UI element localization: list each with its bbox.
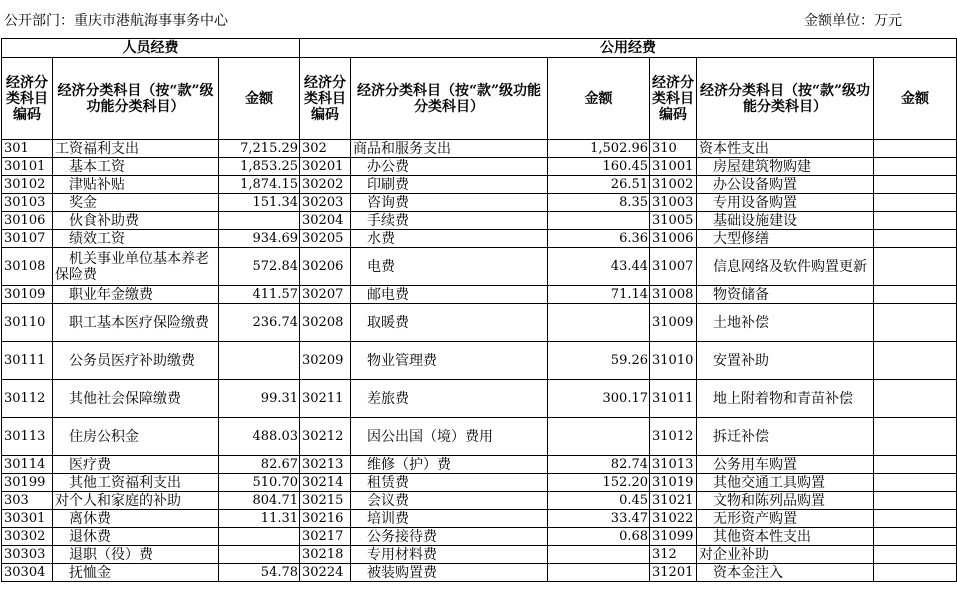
amount-cell <box>874 380 957 418</box>
amount-cell: 411.57 <box>219 286 300 304</box>
amount-cell: 934.69 <box>219 230 300 248</box>
code-cell: 30106 <box>2 212 53 230</box>
code-cell: 30205 <box>300 230 351 248</box>
amount-cell: 0.68 <box>548 528 650 546</box>
item-name-cell: 机关事业单位基本养老保险费 <box>53 248 219 286</box>
item-name-cell: 绩效工资 <box>53 230 219 248</box>
code-cell: 30207 <box>300 286 351 304</box>
item-name-cell: 邮电费 <box>351 286 548 304</box>
amount-cell: 8.35 <box>548 194 650 212</box>
amount-cell: 1,502.96 <box>548 140 650 158</box>
code-cell: 301 <box>2 140 53 158</box>
table-body <box>2 140 957 582</box>
amount-cell <box>548 304 650 342</box>
code-cell: 31201 <box>650 564 697 582</box>
item-name-cell: 其他社会保障缴费 <box>53 380 219 418</box>
item-name-cell: 资本性支出 <box>697 140 874 158</box>
code-cell: 302 <box>300 140 351 158</box>
item-name-cell: 办公设备购置 <box>697 176 874 194</box>
amount-cell: 11.31 <box>219 510 300 528</box>
col-name-1: 经济分类科目（按“款”级功能分类科目） <box>53 58 219 140</box>
item-name-cell: 公务用车购置 <box>697 456 874 474</box>
amount-cell <box>874 230 957 248</box>
amount-cell: 510.70 <box>219 474 300 492</box>
item-name-cell: 资本金注入 <box>697 564 874 582</box>
amount-cell: 804.71 <box>219 492 300 510</box>
amount-cell: 71.14 <box>548 286 650 304</box>
code-cell: 30102 <box>2 176 53 194</box>
group-personnel: 人员经费 <box>2 39 300 58</box>
item-name-cell: 退职（役）费 <box>53 546 219 564</box>
col-name-3: 经济分类科目（按“款”级功能分类科目） <box>697 58 874 140</box>
code-cell: 30109 <box>2 286 53 304</box>
amount-cell: 99.31 <box>219 380 300 418</box>
code-cell: 30111 <box>2 342 53 380</box>
item-name-cell: 对企业补助 <box>697 546 874 564</box>
group-header-row <box>2 39 957 58</box>
code-cell: 31021 <box>650 492 697 510</box>
item-name-cell: 专用材料费 <box>351 546 548 564</box>
code-cell: 30209 <box>300 342 351 380</box>
item-name-cell: 差旅费 <box>351 380 548 418</box>
table-row <box>2 418 957 456</box>
item-name-cell: 离休费 <box>53 510 219 528</box>
amount-cell: 236.74 <box>219 304 300 342</box>
amount-cell: 151.34 <box>219 194 300 212</box>
amount-cell <box>219 342 300 380</box>
item-name-cell: 会议费 <box>351 492 548 510</box>
code-cell: 31001 <box>650 158 697 176</box>
code-cell: 30217 <box>300 528 351 546</box>
item-name-cell: 津贴补贴 <box>53 176 219 194</box>
amount-cell <box>874 510 957 528</box>
amount-cell: 1,853.25 <box>219 158 300 176</box>
item-name-cell: 安置补助 <box>697 342 874 380</box>
amount-cell: 0.45 <box>548 492 650 510</box>
table-row <box>2 304 957 342</box>
item-name-cell: 咨询费 <box>351 194 548 212</box>
item-name-cell: 退休费 <box>53 528 219 546</box>
amount-cell: 160.45 <box>548 158 650 176</box>
code-cell: 30206 <box>300 248 351 286</box>
item-name-cell: 文物和陈列品购置 <box>697 492 874 510</box>
code-cell: 30211 <box>300 380 351 418</box>
item-name-cell: 住房公积金 <box>53 418 219 456</box>
amount-cell <box>874 474 957 492</box>
code-cell: 30224 <box>300 564 351 582</box>
col-amount-2: 金额 <box>548 58 650 140</box>
table-row <box>2 546 957 564</box>
item-name-cell: 维修（护）费 <box>351 456 548 474</box>
table-row <box>2 212 957 230</box>
amount-cell <box>548 564 650 582</box>
code-cell: 30110 <box>2 304 53 342</box>
amount-cell: 82.67 <box>219 456 300 474</box>
code-cell: 31003 <box>650 194 697 212</box>
item-name-cell: 公务接待费 <box>351 528 548 546</box>
code-cell: 31012 <box>650 418 697 456</box>
amount-cell <box>548 546 650 564</box>
table-row <box>2 510 957 528</box>
code-cell: 30212 <box>300 418 351 456</box>
amount-cell <box>874 140 957 158</box>
item-name-cell: 其他工资福利支出 <box>53 474 219 492</box>
item-name-cell: 办公费 <box>351 158 548 176</box>
col-amount-1: 金额 <box>219 58 300 140</box>
code-cell: 30204 <box>300 212 351 230</box>
code-cell: 30216 <box>300 510 351 528</box>
table-row <box>2 474 957 492</box>
table-row <box>2 492 957 510</box>
amount-cell: 1,874.15 <box>219 176 300 194</box>
col-code-1: 经济分类科目编码 <box>2 58 53 140</box>
item-name-cell: 奖金 <box>53 194 219 212</box>
code-cell: 30302 <box>2 528 53 546</box>
code-cell: 31099 <box>650 528 697 546</box>
amount-cell <box>874 176 957 194</box>
item-name-cell: 专用设备购置 <box>697 194 874 212</box>
code-cell: 30112 <box>2 380 53 418</box>
item-name-cell: 其他交通工具购置 <box>697 474 874 492</box>
code-cell: 30215 <box>300 492 351 510</box>
table-row <box>2 158 957 176</box>
item-name-cell: 物业管理费 <box>351 342 548 380</box>
item-name-cell: 公务员医疗补助缴费 <box>53 342 219 380</box>
table-row <box>2 342 957 380</box>
amount-cell: 488.03 <box>219 418 300 456</box>
item-name-cell: 伙食补助费 <box>53 212 219 230</box>
item-name-cell: 其他资本性支出 <box>697 528 874 546</box>
item-name-cell: 工资福利支出 <box>53 140 219 158</box>
item-name-cell: 印刷费 <box>351 176 548 194</box>
item-name-cell: 基础设施建设 <box>697 212 874 230</box>
code-cell: 30201 <box>300 158 351 176</box>
code-cell: 30303 <box>2 546 53 564</box>
item-name-cell: 被装购置费 <box>351 564 548 582</box>
department-label: 公开部门：重庆市港航海事事务中心 <box>4 13 228 29</box>
amount-cell: 33.47 <box>548 510 650 528</box>
code-cell: 30107 <box>2 230 53 248</box>
item-name-cell: 商品和服务支出 <box>351 140 548 158</box>
item-name-cell: 培训费 <box>351 510 548 528</box>
code-cell: 31007 <box>650 248 697 286</box>
code-cell: 31006 <box>650 230 697 248</box>
code-cell: 31019 <box>650 474 697 492</box>
column-header-row <box>2 58 957 140</box>
col-code-2: 经济分类科目编码 <box>300 58 351 140</box>
code-cell: 30199 <box>2 474 53 492</box>
code-cell: 30108 <box>2 248 53 286</box>
code-cell: 30202 <box>300 176 351 194</box>
code-cell: 310 <box>650 140 697 158</box>
item-name-cell: 取暖费 <box>351 304 548 342</box>
amount-cell <box>874 418 957 456</box>
code-cell: 30214 <box>300 474 351 492</box>
group-public: 公用经费 <box>300 39 957 58</box>
col-name-2: 经济分类科目（按“款”级功能分类科目） <box>351 58 548 140</box>
amount-cell <box>548 212 650 230</box>
amount-cell <box>874 342 957 380</box>
amount-cell <box>874 248 957 286</box>
amount-cell <box>219 546 300 564</box>
item-name-cell: 职工基本医疗保险缴费 <box>53 304 219 342</box>
amount-cell: 300.17 <box>548 380 650 418</box>
table-row <box>2 248 957 286</box>
code-cell: 31009 <box>650 304 697 342</box>
amount-cell <box>874 286 957 304</box>
code-cell: 30218 <box>300 546 351 564</box>
amount-cell: 54.78 <box>219 564 300 582</box>
amount-cell <box>874 456 957 474</box>
code-cell: 30113 <box>2 418 53 456</box>
table-row <box>2 140 957 158</box>
code-cell: 30213 <box>300 456 351 474</box>
table-row <box>2 380 957 418</box>
report-header <box>0 0 908 38</box>
unit-label: 金额单位：万元 <box>804 13 902 29</box>
amount-cell: 6.36 <box>548 230 650 248</box>
code-cell: 30301 <box>2 510 53 528</box>
code-cell: 31005 <box>650 212 697 230</box>
amount-cell <box>874 528 957 546</box>
amount-cell <box>874 546 957 564</box>
expenditure-table <box>1 38 957 582</box>
amount-cell <box>874 492 957 510</box>
item-name-cell: 对个人和家庭的补助 <box>53 492 219 510</box>
item-name-cell: 无形资产购置 <box>697 510 874 528</box>
code-cell: 30114 <box>2 456 53 474</box>
code-cell: 31008 <box>650 286 697 304</box>
amount-cell: 152.20 <box>548 474 650 492</box>
item-name-cell: 医疗费 <box>53 456 219 474</box>
table-row <box>2 176 957 194</box>
item-name-cell: 物资储备 <box>697 286 874 304</box>
item-name-cell: 基本工资 <box>53 158 219 176</box>
item-name-cell: 租赁费 <box>351 474 548 492</box>
code-cell: 31013 <box>650 456 697 474</box>
code-cell: 303 <box>2 492 53 510</box>
code-cell: 31022 <box>650 510 697 528</box>
amount-cell <box>219 528 300 546</box>
item-name-cell: 地上附着物和青苗补偿 <box>697 380 874 418</box>
amount-cell <box>874 212 957 230</box>
code-cell: 30103 <box>2 194 53 212</box>
table-row <box>2 286 957 304</box>
table-row <box>2 564 957 582</box>
item-name-cell: 土地补偿 <box>697 304 874 342</box>
amount-cell <box>874 304 957 342</box>
item-name-cell: 电费 <box>351 248 548 286</box>
item-name-cell: 水费 <box>351 230 548 248</box>
amount-cell <box>219 212 300 230</box>
table-row <box>2 456 957 474</box>
amount-cell <box>874 194 957 212</box>
col-amount-3: 金额 <box>874 58 957 140</box>
amount-cell <box>874 158 957 176</box>
code-cell: 31010 <box>650 342 697 380</box>
item-name-cell: 拆迁补偿 <box>697 418 874 456</box>
amount-cell: 43.44 <box>548 248 650 286</box>
code-cell: 30304 <box>2 564 53 582</box>
amount-cell: 82.74 <box>548 456 650 474</box>
table-row <box>2 528 957 546</box>
code-cell: 30203 <box>300 194 351 212</box>
code-cell: 312 <box>650 546 697 564</box>
item-name-cell: 手续费 <box>351 212 548 230</box>
item-name-cell: 信息网络及软件购置更新 <box>697 248 874 286</box>
item-name-cell: 因公出国（境）费用 <box>351 418 548 456</box>
amount-cell: 26.51 <box>548 176 650 194</box>
amount-cell: 7,215.29 <box>219 140 300 158</box>
table-row <box>2 230 957 248</box>
item-name-cell: 职业年金缴费 <box>53 286 219 304</box>
code-cell: 31002 <box>650 176 697 194</box>
item-name-cell: 抚恤金 <box>53 564 219 582</box>
col-code-3: 经济分类科目编码 <box>650 58 697 140</box>
code-cell: 30101 <box>2 158 53 176</box>
amount-cell <box>874 564 957 582</box>
code-cell: 31011 <box>650 380 697 418</box>
item-name-cell: 大型修缮 <box>697 230 874 248</box>
amount-cell: 59.26 <box>548 342 650 380</box>
code-cell: 30208 <box>300 304 351 342</box>
amount-cell <box>548 418 650 456</box>
amount-cell: 572.84 <box>219 248 300 286</box>
item-name-cell: 房屋建筑物购建 <box>697 158 874 176</box>
table-row <box>2 194 957 212</box>
